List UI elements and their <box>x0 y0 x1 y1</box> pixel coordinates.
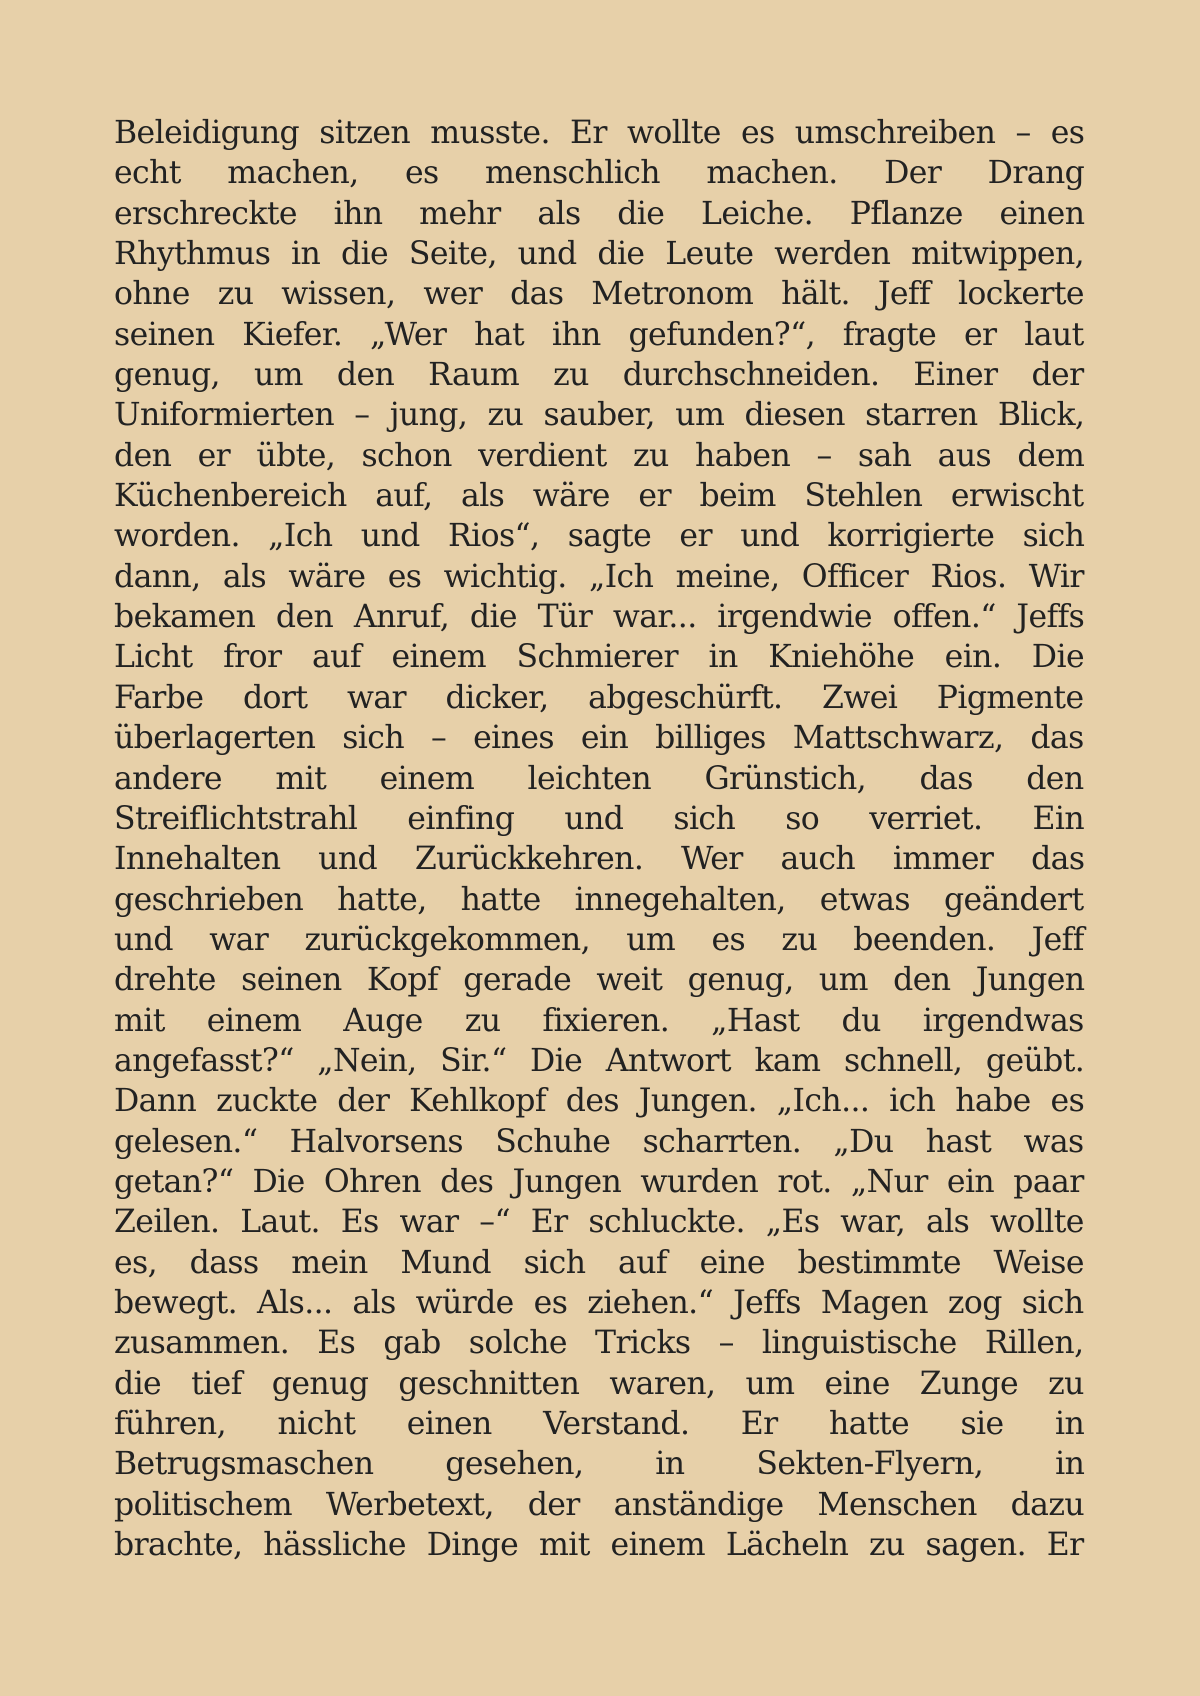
text-line: gelesen.“ Halvorsens Schuhe scharrten. „Du hast was <box>114 1123 1084 1160</box>
text-line: geschrieben hatte, hatte innegehalten, etwas geändert <box>114 881 1084 918</box>
text-line: den er übte, schon verdient zu haben – sah aus dem <box>114 437 1085 474</box>
text-line: Streiflichtstrahl einfing und sich so verriet. Ein <box>114 800 1085 837</box>
text-line: brachte, hässliche Dinge mit einem Lächeln zu sagen. Er <box>114 1527 1084 1564</box>
text-line: genug, um den Raum zu durchschneiden. Einer der <box>114 357 1084 394</box>
text-line: Uniformierten – jung, zu sauber, um diesen starren Blick, <box>114 397 1085 434</box>
text-line: Betrugsmaschen gesehen, in Sekten-Flyern, in <box>114 1446 1085 1483</box>
text-line: seinen Kiefer. „Wer hat ihn gefunden?“, fragte er laut <box>114 316 1084 353</box>
text-line: ohne zu wissen, wer das Metronom hält. Jeff lockerte <box>114 276 1084 313</box>
text-line: führen, nicht einen Verstand. Er hatte sie in <box>114 1406 1085 1442</box>
text-line: zusammen. Es gab solche Tricks – linguistische Rillen, <box>114 1325 1084 1362</box>
text-line: andere mit einem leichten Grünstich, das den <box>114 760 1084 797</box>
text-line: bewegt. Als... als würde es ziehen.“ Jeffs Magen zog sich <box>114 1284 1084 1321</box>
text-line: Beleidigung sitzen musste. Er wollte es umschreiben – es <box>114 115 1085 151</box>
text-line: drehte seinen Kopf gerade weit genug, um den Jungen <box>114 962 1085 999</box>
text-line: Zeilen. Laut. Es war –“ Er schluckte. „Es war, als wollte <box>114 1204 1084 1241</box>
text-line: Dann zuckte der Kehlkopf des Jungen. „Ich... ich habe es <box>114 1083 1085 1120</box>
text-line: mit einem Auge zu fixieren. „Hast du irgendwas <box>114 1002 1084 1039</box>
text-line: Rhythmus in die Seite, und die Leute werden mitwippen, <box>114 236 1085 273</box>
body-text <box>114 113 1084 1565</box>
text-line: erschreckte ihn mehr als die Leiche. Pflanze einen <box>114 195 1085 232</box>
text-line: und war zurückgekommen, um es zu beenden. Jeff <box>114 921 1084 958</box>
text-line: Innehalten und Zurückkehren. Wer auch immer das <box>114 841 1085 878</box>
text-line: politischem Werbetext, der anständige Menschen dazu <box>114 1486 1085 1523</box>
text-line: worden. „Ich und Rios“, sagte er und korrigierte sich <box>114 518 1085 555</box>
text-line: die tief genug geschnitten waren, um eine Zunge zu <box>114 1365 1084 1402</box>
text-line: Licht fror auf einem Schmierer in Kniehöhe ein. Die <box>114 639 1084 676</box>
text-line: echt machen, es menschlich machen. Der Drang <box>114 155 1085 192</box>
text-line: es, dass mein Mund sich auf eine bestimmte Weise <box>114 1244 1084 1281</box>
text-line: dann, als wäre es wichtig. „Ich meine, Officer Rios. Wir <box>114 558 1084 595</box>
text-line: bekamen den Anruf, die Tür war... irgendwie offen.“ Jeffs <box>114 599 1085 636</box>
text-line: angefasst?“ „Nein, Sir.“ Die Antwort kam schnell, geübt. <box>114 1042 1085 1079</box>
text-line: getan?“ Die Ohren des Jungen wurden rot. „Nur ein paar <box>114 1163 1084 1200</box>
text-line: Küchenbereich auf, als wäre er beim Stehlen erwischt <box>114 478 1084 515</box>
text-line: überlagerten sich – eines ein billiges Mattschwarz, das <box>114 720 1084 757</box>
text-line: Farbe dort war dicker, abgeschürft. Zwei Pigmente <box>114 679 1084 716</box>
